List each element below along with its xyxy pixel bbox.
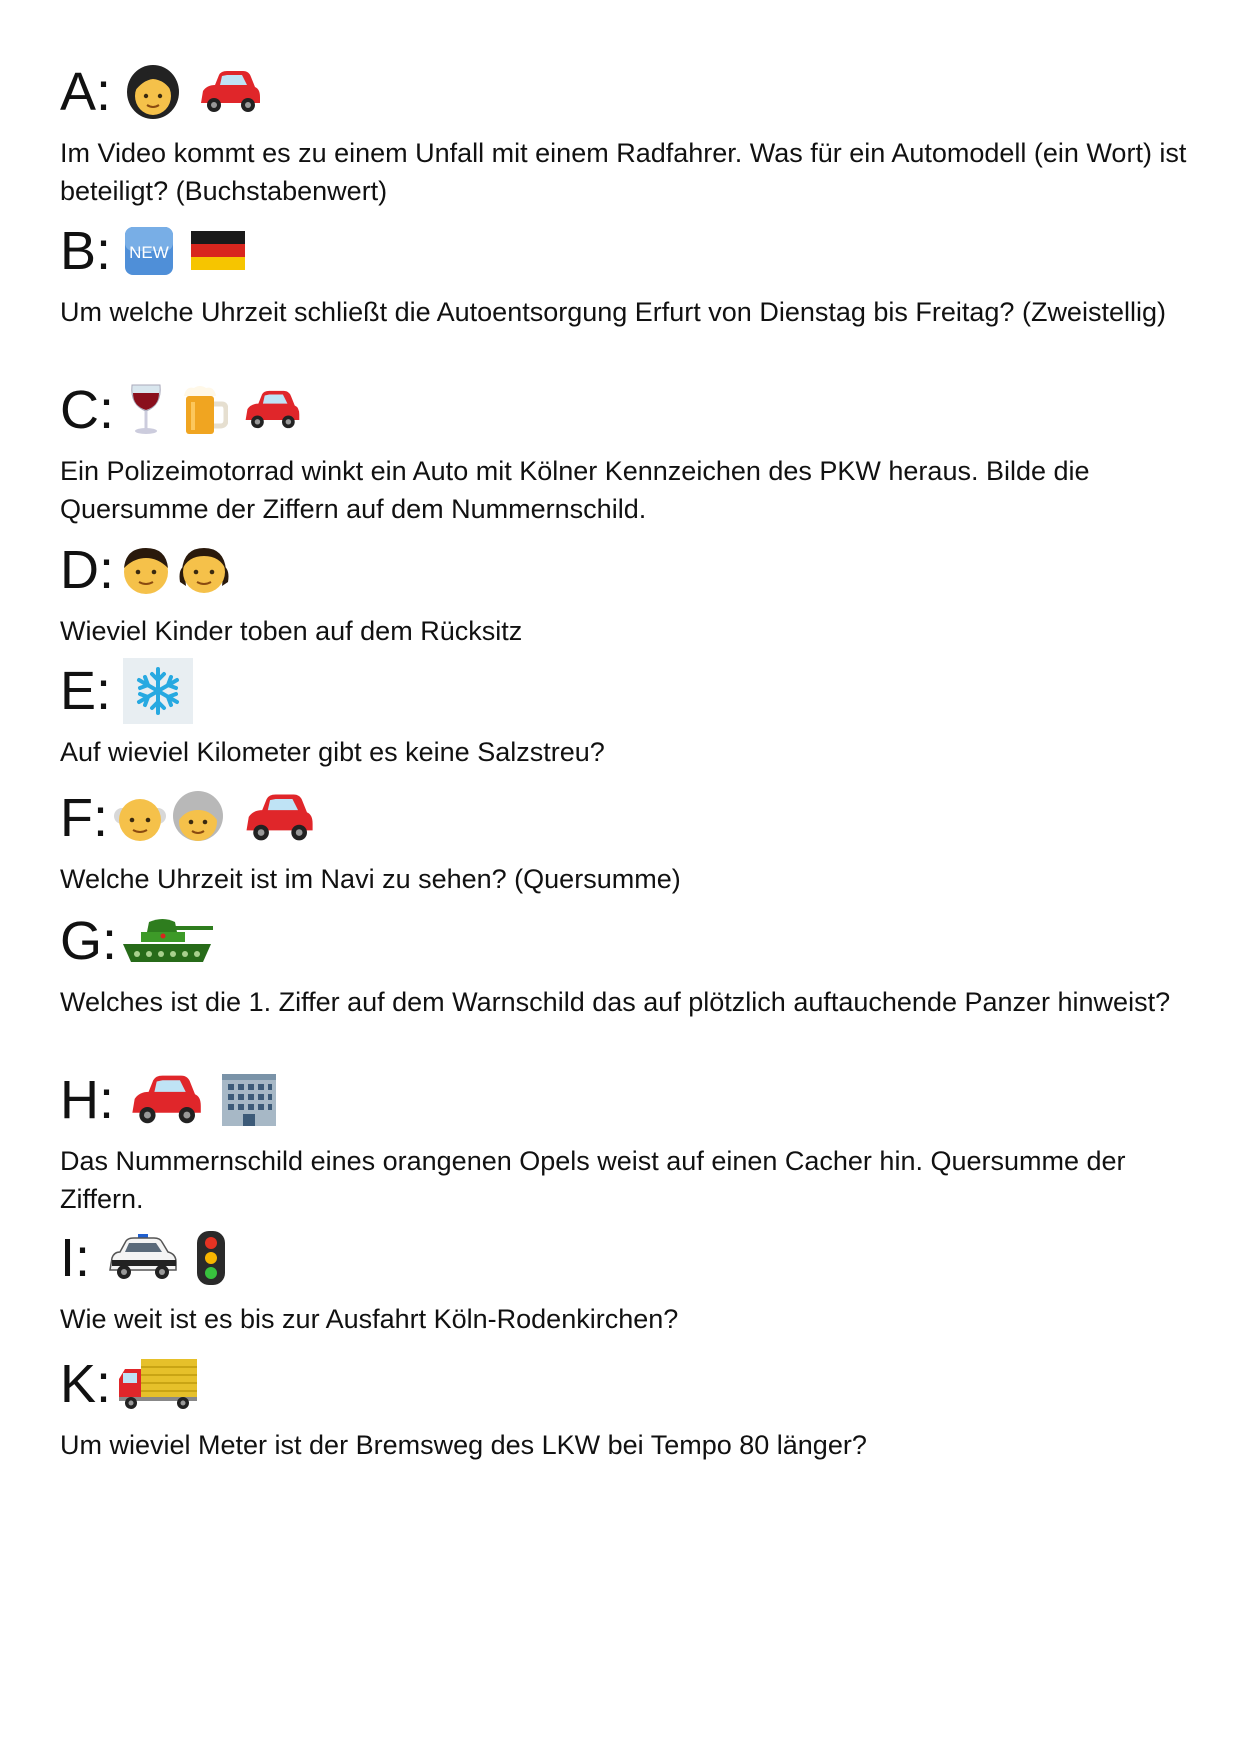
puzzle-i <box>60 1222 1190 1338</box>
tank-icon <box>119 914 215 968</box>
police-car-icon <box>106 1232 180 1284</box>
red-car-icon <box>242 387 302 433</box>
puzzle-letter: A: <box>60 62 112 122</box>
puzzle-question: Im Video kommt es zu einem Unfall mit einem Radfahrer. Was für ein Automodell (ein Wort) ist beteiligt? (Buchstabenwert) <box>60 138 1187 206</box>
red-car-icon <box>240 790 318 846</box>
puzzle-icons <box>123 62 277 122</box>
puzzle-f <box>60 782 1190 898</box>
puzzle-g <box>60 905 1190 1021</box>
puzzle-question: Um wieviel Meter ist der Bremsweg des LKW bei Tempo 80 länger? <box>60 1430 867 1460</box>
puzzle-header <box>60 56 1190 128</box>
puzzle-letter: G: <box>60 911 118 971</box>
puzzle-letter: F: <box>60 788 108 848</box>
puzzle-e <box>60 655 1190 771</box>
puzzle-icons <box>123 225 261 277</box>
puzzle-icons <box>117 1355 213 1413</box>
puzzle-letter: H: <box>60 1070 114 1130</box>
puzzle-b <box>60 215 1190 331</box>
puzzle-header <box>60 374 1190 446</box>
puzzle-header <box>60 905 1190 977</box>
boy-face-icon <box>118 542 174 598</box>
puzzle-question: Welche Uhrzeit ist im Navi zu sehen? (Quersumme) <box>60 864 681 894</box>
puzzle-letter: B: <box>60 221 112 281</box>
puzzle-a <box>60 56 1190 210</box>
puzzle-header <box>60 534 1190 606</box>
puzzle-letter: C: <box>60 380 114 440</box>
puzzle-header <box>60 215 1190 287</box>
old-woman-face-icon <box>170 790 226 846</box>
puzzle-icons <box>112 790 332 846</box>
puzzle-header <box>60 1222 1190 1294</box>
red-car-icon <box>126 1071 206 1129</box>
puzzle-d <box>60 534 1190 650</box>
puzzle-letter: D: <box>60 540 114 600</box>
puzzle-h <box>60 1064 1190 1218</box>
puzzle-c <box>60 374 1190 528</box>
office-building-icon <box>220 1072 278 1128</box>
old-man-face-icon <box>112 790 168 846</box>
puzzle-header <box>60 1064 1190 1136</box>
red-car-icon <box>197 67 263 117</box>
beer-mug-icon <box>180 382 228 438</box>
puzzle-question: Welches ist die 1. Ziffer auf dem Warnschild das auf plötzlich auftauchende Panzer hinweist? <box>60 987 1171 1017</box>
puzzle-question: Das Nummernschild eines orangenen Opels weist auf einen Cacher hin. Quersumme der Ziffern. <box>60 1146 1126 1214</box>
snowflake-icon <box>123 658 193 724</box>
puzzle-icons <box>126 381 316 439</box>
girl-face-icon <box>176 542 232 598</box>
woman-face-icon <box>123 62 183 122</box>
puzzle-icons <box>126 1071 292 1129</box>
puzzle-icons <box>119 914 229 968</box>
puzzle-question: Wieviel Kinder toben auf dem Rücksitz <box>60 616 523 646</box>
traffic-light-icon <box>194 1229 228 1287</box>
puzzle-question: Wie weit ist es bis zur Ausfahrt Köln-Rodenkirchen? <box>60 1304 679 1334</box>
puzzle-icons <box>106 1229 242 1287</box>
svg-text:NEW: NEW <box>129 243 169 262</box>
puzzle-header <box>60 782 1190 854</box>
puzzle-k <box>60 1348 1190 1464</box>
puzzle-letter: I: <box>60 1228 91 1288</box>
germany-flag-icon <box>189 228 247 274</box>
puzzle-letter: E: <box>60 661 112 721</box>
wine-glass-icon <box>126 381 166 439</box>
puzzle-icons <box>123 658 207 724</box>
puzzle-question: Auf wieviel Kilometer gibt es keine Salzstreu? <box>60 737 605 767</box>
puzzle-question: Ein Polizeimotorrad winkt ein Auto mit Kölner Kennzeichen des PKW heraus. Bilde die Quersumme der Ziffern auf dem Nummernschild. <box>60 456 1090 524</box>
puzzle-icons <box>118 542 232 598</box>
puzzle-header <box>60 655 1190 727</box>
new-badge-icon <box>123 225 175 277</box>
puzzle-letter: K: <box>60 1354 112 1414</box>
delivery-truck-icon <box>117 1355 199 1413</box>
puzzle-question: Um welche Uhrzeit schließt die Autoentsorgung Erfurt von Dienstag bis Freitag? (Zweistellig) <box>60 297 1166 327</box>
puzzle-header <box>60 1348 1190 1420</box>
